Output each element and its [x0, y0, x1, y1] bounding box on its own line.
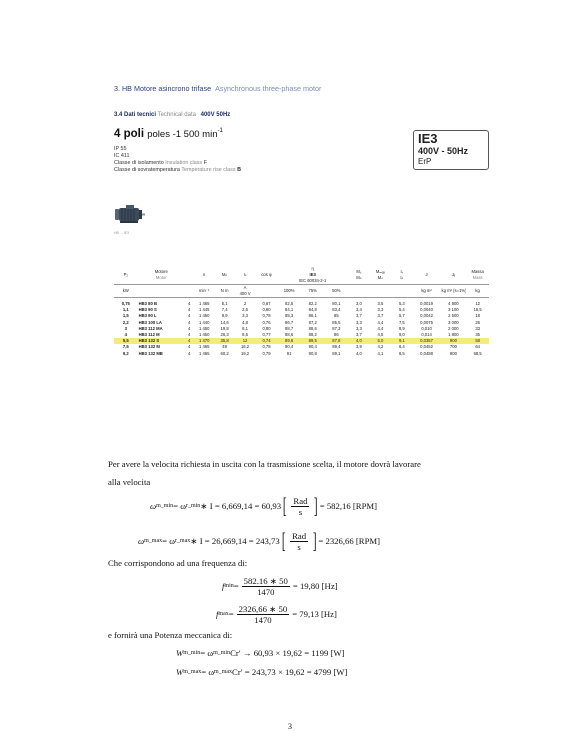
- table-cell: 9,1: [391, 338, 412, 344]
- table-cell: 90,4: [285, 344, 294, 350]
- table-row: [114, 351, 489, 357]
- table-cell: 9,0: [398, 332, 405, 338]
- table-cell: 80,1: [332, 301, 341, 307]
- table-cell: 5,1: [221, 301, 228, 307]
- table-cell: 1 450: [198, 325, 210, 331]
- table-cell: 89,5: [301, 338, 325, 344]
- table-cell: 26: [475, 319, 480, 325]
- poles-speed: -1 500 min: [169, 129, 218, 140]
- table-cell: 4,0: [355, 350, 362, 356]
- table-cell: 26,3: [220, 332, 229, 338]
- table-cell: 5,4: [398, 307, 405, 313]
- spec-ip: IP 55: [114, 146, 127, 152]
- frequency-intro: Che corrispondono ad una frequenza di:: [108, 558, 248, 568]
- table-cell: 0,0042: [420, 313, 433, 319]
- table-cell: 85,3: [285, 313, 294, 319]
- equation-f-max: f max = $\frac{2326,66 ∗ 50}{1470}$ = 79,13 [Hz]: [216, 603, 337, 625]
- spec-ic: IC 411: [114, 153, 130, 159]
- equation-omega-max: ω m_max = ω r_max ∗ I = 26,669,14 = 243,73 [ $\frac{\text{Rad}}{s}$ ] = 2326,66 [RPM]: [138, 528, 381, 553]
- table-cell: 3,3: [355, 319, 362, 325]
- table-cell: 3 000: [448, 319, 459, 325]
- table-cell: 19,8: [220, 325, 229, 331]
- table-cell: 1 440: [198, 319, 210, 325]
- table-cell: 84,8: [308, 307, 317, 313]
- table-cell: 90,4: [308, 344, 317, 350]
- table-cell: 83,4: [332, 307, 341, 313]
- table-cell: 3,5: [377, 301, 384, 307]
- catalog-section-title: [114, 84, 321, 93]
- efficiency-box: [413, 130, 489, 170]
- table-cell: 3,3: [242, 313, 248, 319]
- table-cell: 3,3: [377, 307, 384, 313]
- col-header-eta: η IE3 IEC 60034-2-1: [277, 266, 348, 285]
- table-cell: 0,77: [262, 332, 271, 338]
- table-cell: 3 100: [448, 307, 459, 313]
- table-cell: 89,4: [332, 344, 341, 350]
- efficiency-voltage: 400V - 50Hz: [418, 146, 469, 156]
- table-cell: 85,5: [332, 319, 341, 325]
- table-cell: 1 445: [198, 307, 210, 313]
- table-cell: 8,9: [398, 325, 405, 331]
- table-cell: 4,8: [242, 319, 248, 325]
- table-cell: 0,74: [256, 338, 277, 344]
- tech-data-label: 3.4 Dati tecnici: [114, 112, 157, 118]
- table-cell: 87,8: [325, 338, 349, 344]
- table-cell: 86,1: [308, 313, 317, 319]
- table-cell: 0,79: [262, 350, 271, 356]
- table-cell: 7,4: [221, 307, 228, 313]
- table-cell: 4,2: [377, 344, 384, 350]
- power-intro: e fornirà una Potenza meccanica di:: [108, 630, 233, 640]
- poles-en: poles: [147, 129, 170, 140]
- tech-data-en: Technical data: [157, 112, 196, 118]
- table-header-row: [114, 266, 489, 285]
- table-cell: HB3 132 M: [138, 344, 160, 350]
- table-cell: 91: [286, 350, 292, 356]
- table-cell: 82,5: [285, 301, 294, 307]
- table-cell: 1 465: [198, 344, 210, 350]
- table-cell: 35,8: [215, 338, 234, 344]
- table-cell: 0,0040: [420, 307, 433, 313]
- table-cell: 4: [124, 332, 127, 338]
- table-cell: 12: [234, 338, 255, 344]
- table-cell: 0,78: [262, 344, 271, 350]
- efficiency-class: IE3: [418, 131, 438, 146]
- table-cell: 1 450: [198, 332, 210, 338]
- col-header: Massa Mass: [466, 266, 489, 285]
- table-cell: 90,8: [308, 350, 317, 356]
- table-cell: 4,1: [377, 350, 384, 356]
- spec-temperature: Classe di sovratemperatura Temperature rise class B: [114, 167, 241, 173]
- tech-data-heading: [114, 112, 230, 118]
- table-cell: 9,2: [122, 350, 129, 356]
- table-cell: 82,2: [308, 301, 317, 307]
- table-cell: 87,2: [308, 319, 317, 325]
- table-cell: HB3 132 S: [138, 338, 185, 344]
- table-cell: 35: [475, 332, 480, 338]
- table-cell: 84,1: [285, 307, 294, 313]
- table-cell: 1 470: [193, 338, 214, 344]
- table-cell: 0,0019: [420, 301, 433, 307]
- table-cell: 4,4: [377, 319, 384, 325]
- intro-line-1: Per avere la velocita richiesta in uscita con la trasmissione scelta, il motore dovrà lavorare: [108, 459, 421, 469]
- table-cell: 1 465: [198, 350, 210, 356]
- table-cell: 86: [333, 332, 339, 338]
- table-cell: 0,75: [121, 301, 130, 307]
- table-cell: 88,6: [285, 332, 294, 338]
- table-cell: 0,0452: [420, 344, 433, 350]
- table-cell: 4: [188, 344, 191, 350]
- table-cell: HB3 112 M: [138, 332, 160, 338]
- table-cell: 7,5: [122, 344, 129, 350]
- table-cell: 8,4: [398, 344, 405, 350]
- table-cell: 2: [243, 301, 247, 307]
- table-cell: 3: [124, 325, 127, 331]
- col-header: Mₛ Mₙ: [348, 266, 369, 285]
- table-cell: 0,014: [421, 332, 432, 338]
- table-cell: 12: [475, 301, 480, 307]
- table-cell: 4: [185, 338, 194, 344]
- table-cell: 49: [222, 344, 227, 350]
- table-cell: 6,1: [242, 325, 248, 331]
- table-cell: 0,0075: [420, 319, 433, 325]
- table-cell: HB3 90 S: [138, 307, 157, 313]
- table-cell: 87,3: [332, 325, 341, 331]
- table-cell: 4,4: [377, 325, 384, 331]
- motor-caption: HB ... IE3: [114, 231, 129, 235]
- table-cell: 0,0357: [413, 338, 441, 344]
- equation-power-min: W m_min = ω m_min Cr′ → 60,93 × 19,62 = 1199 [W]: [176, 648, 345, 658]
- table-cell: 88,7: [285, 325, 294, 331]
- table-cell: 14,6: [220, 319, 229, 325]
- table-cell: 4: [188, 313, 191, 319]
- table-cell: 3,7: [355, 313, 362, 319]
- page-number: 3: [288, 722, 292, 731]
- table-cell: 33: [475, 325, 480, 331]
- table-cell: 900: [441, 338, 467, 344]
- table-cell: HB3 132 MB: [138, 350, 163, 356]
- table-cell: 1 465: [198, 301, 210, 307]
- table-cell: 3,9: [355, 344, 362, 350]
- table-cell: 5,5: [114, 338, 138, 344]
- table-cell: 1 450: [198, 313, 210, 319]
- table-cell: 2,2: [122, 319, 129, 325]
- table-cell: 4: [188, 319, 191, 325]
- col-header: P₂: [114, 266, 138, 285]
- table-cell: 19,2: [240, 350, 250, 356]
- table-row: [114, 298, 489, 308]
- table-cell: 4: [188, 332, 191, 338]
- table-cell: 68,5: [473, 350, 482, 356]
- table-cell: 0,80: [262, 325, 271, 331]
- table-cell: 5,0: [370, 338, 391, 344]
- table-cell: 3,3: [355, 325, 362, 331]
- table-cell: 5,7: [398, 313, 405, 319]
- table-cell: 88,2: [308, 332, 317, 338]
- equation-f-min: f min = $\frac{582.16 ∗ 50}{1470}$ = 19,80 [Hz]: [222, 575, 338, 597]
- table-cell: 0,80: [262, 307, 271, 313]
- table-cell: 88,6: [308, 325, 317, 331]
- table-cell: 89,6: [277, 338, 301, 344]
- table-cell: 4,5: [377, 332, 384, 338]
- table-cell: 1,5: [122, 313, 129, 319]
- table-cell: HB3 80 B: [138, 301, 158, 307]
- table-cell: 4: [188, 301, 191, 307]
- table-cell: 1 800: [448, 332, 459, 338]
- col-header: n: [193, 266, 214, 285]
- equation-omega-min: ω m_min = ω r_min ∗ I = 6,669,14 = 60,93 [ $\frac{\text{Rad}}{s}$ ] = 582,16 [RPM]: [150, 493, 378, 518]
- table-cell: 4,0: [348, 338, 369, 344]
- table-cell: 2 000: [448, 325, 459, 331]
- table-cell: 3,0: [355, 301, 362, 307]
- table-cell: 4: [188, 325, 191, 331]
- col-header: Jₑ: [441, 266, 467, 285]
- table-cell: 0,010: [421, 325, 432, 331]
- col-header: cos φ: [256, 266, 277, 285]
- table-cell: 0,0488: [420, 350, 433, 356]
- col-header: Iₛ Iₙ: [391, 266, 412, 285]
- table-cell: 8,5: [398, 350, 405, 356]
- table-cell: 2,6: [242, 307, 248, 313]
- table-cell: 0,78: [262, 313, 271, 319]
- table-cell: 700: [449, 344, 457, 350]
- col-header: Mₘₐₓ Mₙ: [370, 266, 391, 285]
- table-cell: 18: [475, 313, 480, 319]
- poles-main: 4 poli: [114, 128, 145, 140]
- table-cell: HB3 112 MA: [138, 325, 163, 331]
- table-cell: 5,3: [398, 301, 405, 307]
- table-cell: 3,7: [355, 332, 362, 338]
- table-cell: 3,7: [377, 313, 384, 319]
- table-cell: 64: [475, 344, 480, 350]
- table-cell: 0,67: [262, 301, 271, 307]
- col-header: Motore Motor: [138, 266, 185, 285]
- table-cell: 4: [188, 307, 191, 313]
- table-cell: 16,5: [473, 307, 482, 313]
- table-cell: 800: [449, 350, 457, 356]
- table-cell: 0,76: [262, 319, 271, 325]
- table-cell: 16,2: [240, 344, 250, 350]
- poles-unit-sup: -1: [217, 128, 223, 135]
- tech-data-voltage: 400V 50Hz: [200, 112, 231, 118]
- table-cell: HB3 100 LA: [138, 319, 162, 325]
- section-title-it: 3. HB Motore asincrono trifase: [114, 84, 212, 93]
- table-cell: 2 500: [448, 313, 459, 319]
- table-units-row: kW min⁻¹ N m A 400 V 100% 75% 50% kg m² kg m² (s=1%) kg: [114, 285, 489, 298]
- intro-line-2: alla velocita: [108, 477, 151, 487]
- col-header: Mₙ: [215, 266, 234, 285]
- spec-insulation: Classe di isolamento Insulation class F: [114, 160, 207, 166]
- motor-image: [113, 204, 145, 226]
- section-title-en: Asynchronous three-phase motor: [215, 84, 322, 93]
- col-header: J: [413, 266, 441, 285]
- table-cell: 9,9: [221, 313, 228, 319]
- table-cell: 1,1: [122, 307, 129, 313]
- tech-data-table: [114, 266, 489, 357]
- table-cell: 86,7: [285, 319, 294, 325]
- table-cell: 4: [188, 350, 191, 356]
- table-cell: 8,5: [242, 332, 248, 338]
- table-cell: 85: [333, 313, 339, 319]
- table-cell: 3,4: [355, 307, 362, 313]
- table-cell: 89,1: [332, 350, 341, 356]
- table-cell: 60,2: [220, 350, 229, 356]
- table-cell: 58: [466, 338, 489, 344]
- equation-power-max: W m_max = ω m_max Cr′ = 243,73 × 19,62 = 4799 [W]: [176, 667, 348, 677]
- table-cell: 4 800: [448, 301, 459, 307]
- table-cell: 7,5: [398, 319, 405, 325]
- motor-specs: [114, 146, 241, 174]
- table-cell: HB3 90 L: [138, 313, 157, 319]
- poles-heading: [114, 128, 223, 140]
- efficiency-erp: ErP: [418, 157, 432, 166]
- col-header: Iₙ: [234, 266, 255, 285]
